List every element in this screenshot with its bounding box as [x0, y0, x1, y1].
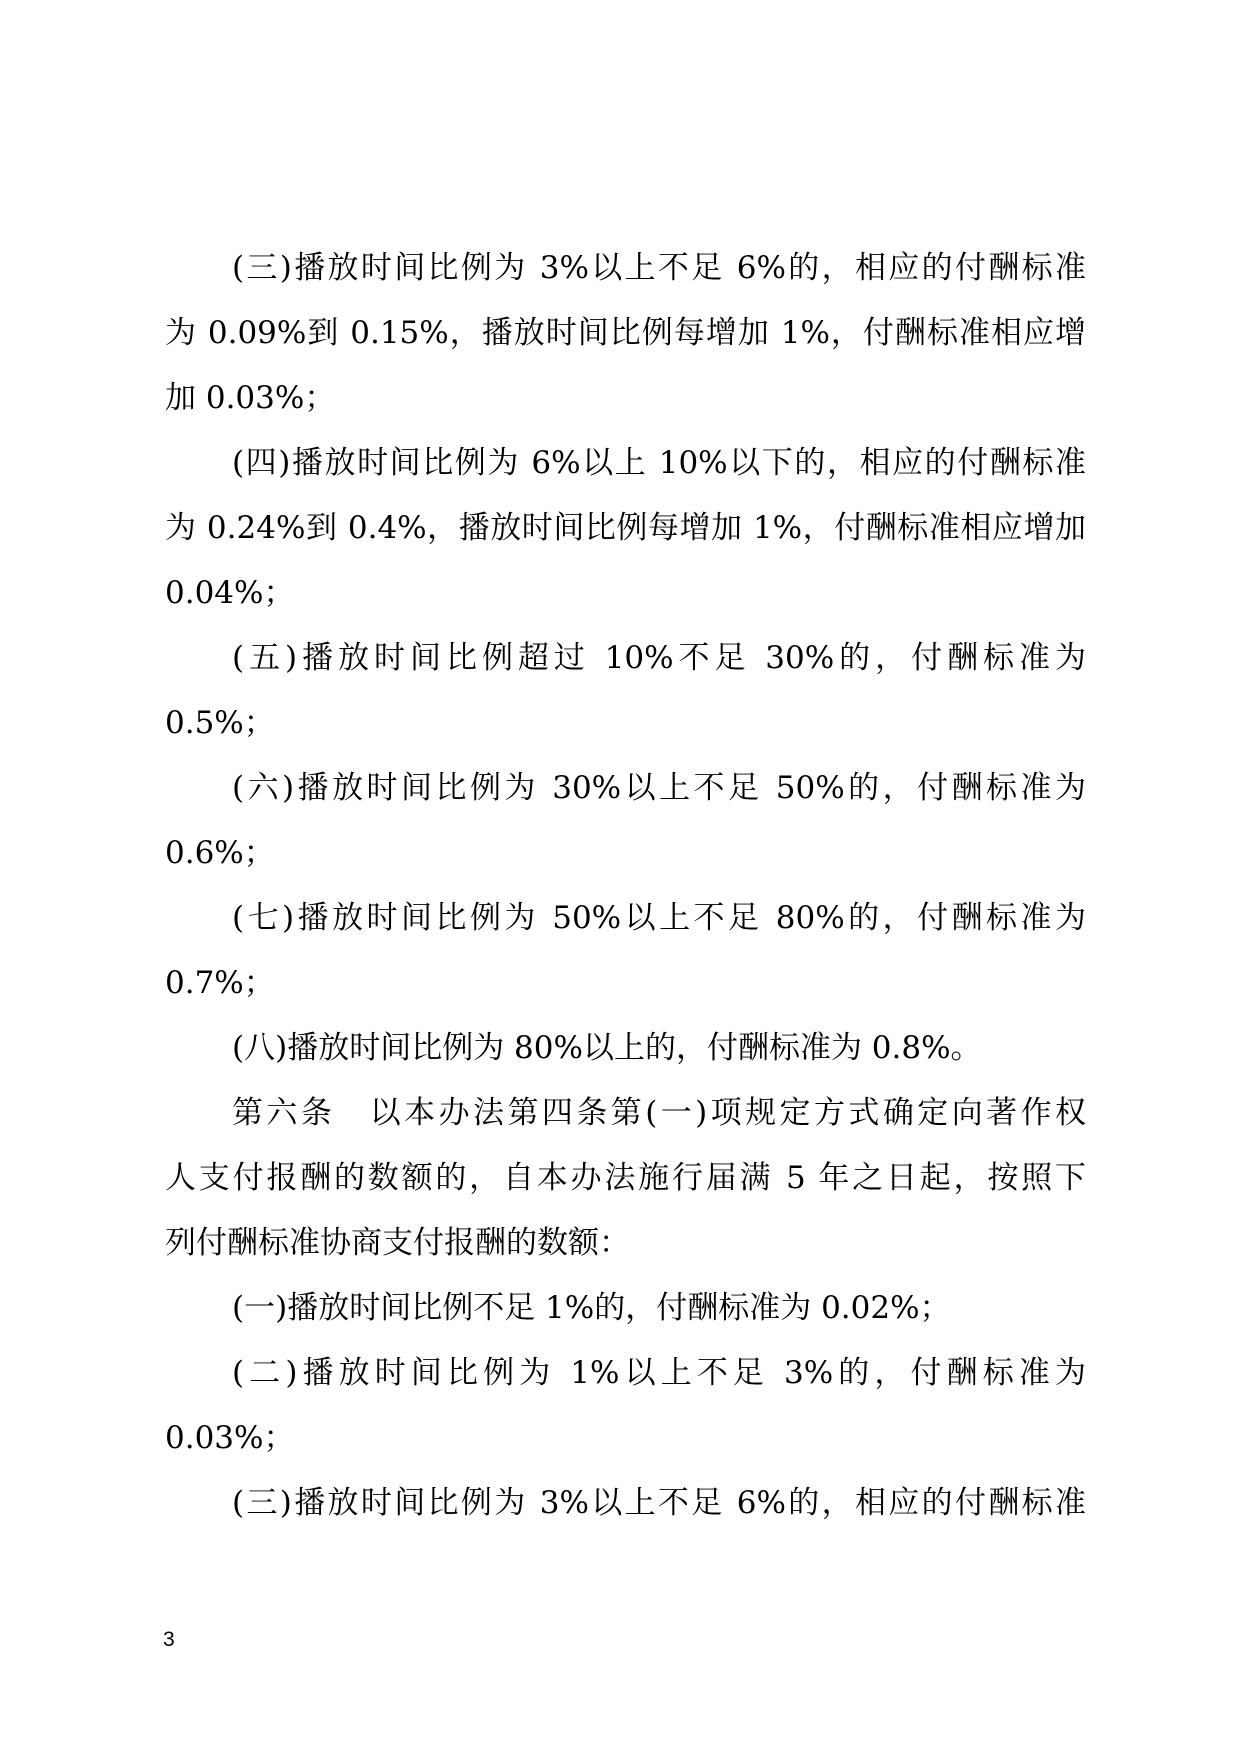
text-line: (三)播放时间比例为 3%以上不足 6%的，相应的付酬标准 [232, 250, 1086, 286]
text-line: 0.03%； [165, 1420, 295, 1456]
text-line: (二)播放时间比例为 1%以上不足 3%的，付酬标准为 [232, 1355, 1086, 1391]
text-line: 人支付报酬的数额的，自本办法施行届满 5 年之日起，按照下 [165, 1160, 1086, 1196]
text-line: (六)播放时间比例为 30%以上不足 50%的，付酬标准为 [232, 770, 1086, 806]
text-line: 0.6%； [165, 835, 275, 871]
text-line: (五)播放时间比例超过 10%不足 30%的，付酬标准为 [232, 640, 1086, 676]
text-line: 0.5%； [165, 705, 275, 741]
text-line: 0.04%； [165, 575, 295, 611]
text-line: (七)播放时间比例为 50%以上不足 80%的，付酬标准为 [232, 900, 1086, 936]
text-line: 第六条 以本办法第四条第(一)项规定方式确定向著作权 [232, 1095, 1086, 1131]
text-line: (三)播放时间比例为 3%以上不足 6%的，相应的付酬标准 [232, 1485, 1086, 1521]
text-line: (四)播放时间比例为 6%以上 10%以下的，相应的付酬标准 [232, 445, 1086, 481]
text-line: (一)播放时间比例不足 1%的，付酬标准为 0.02%； [232, 1290, 951, 1326]
text-line: 0.7%； [165, 965, 275, 1001]
text-line: 加 0.03%； [165, 380, 336, 416]
text-line: (八)播放时间比例为 80%以上的，付酬标准为 0.8%。 [232, 1030, 982, 1066]
text-line: 列付酬标准协商支付报酬的数额： [165, 1225, 630, 1261]
page-number: 3 [163, 1628, 175, 1651]
text-line: 为 0.09%到 0.15%，播放时间比例每增加 1%，付酬标准相应增 [165, 315, 1086, 351]
text-line: 为 0.24%到 0.4%，播放时间比例每增加 1%，付酬标准相应增加 [165, 510, 1086, 546]
